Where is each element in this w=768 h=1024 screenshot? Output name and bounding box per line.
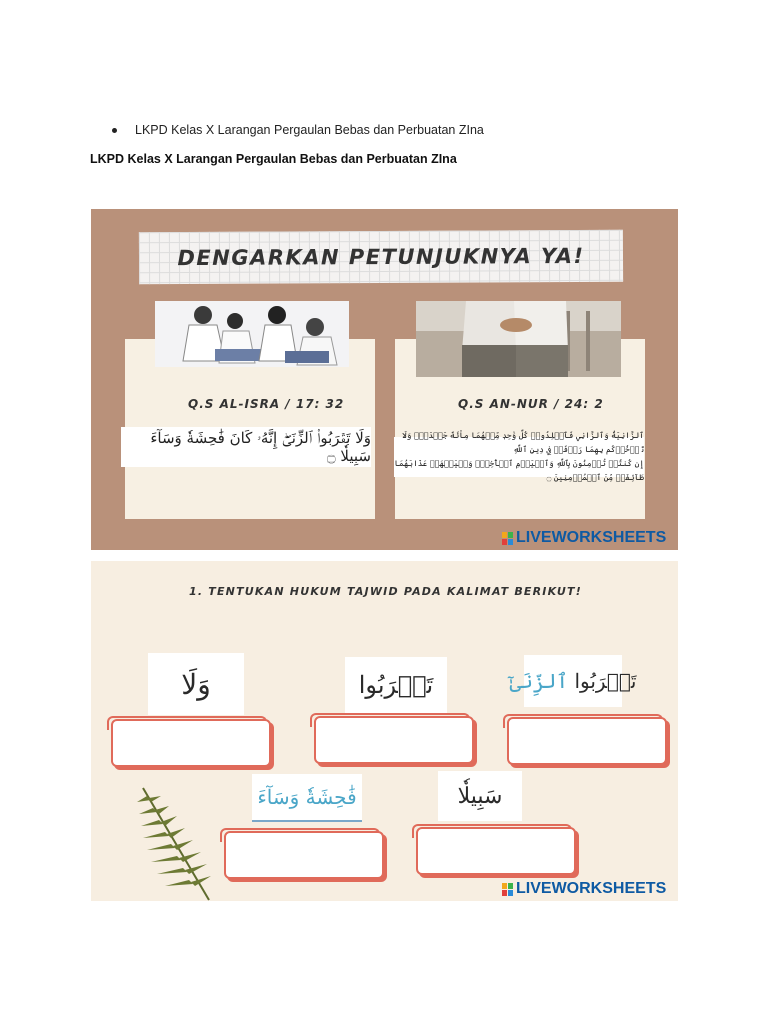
ayat-an-nur-line-1: ٱلزَّانِيَةُ وَٱلزَّانِي فَٱجۡلِدُوا۟ كُلَّ وَٰحِدٖ مِّنۡهُمَا مِاْئَةَ جَلۡدَةٖۖ وَلَا تَأۡخُذۡكُم بِهِمَا رَأۡفَةٞ فِي دِينِ ٱللَّهِ (402, 431, 644, 454)
instruction-banner (139, 230, 623, 285)
ayat-al-isra-text: وَلَا تَقۡرَبُوا۟ ٱلزِّنَىٰٓۖ إِنَّهُۥ كَانَ فَٰحِشَةٗ وَسَآءَ سَبِيلٗا ۝ (121, 427, 371, 467)
liveworksheets-logo-2 (502, 880, 666, 898)
liveworksheets-text: LIVEWORKSHEETS (516, 529, 667, 546)
bullet-dot (112, 128, 117, 133)
page-heading: LKPD Kelas X Larangan Pergaulan Bebas dan Perbuatan ZIna (90, 152, 457, 166)
banner-text: DENGARKAN PETUNJUKNYA YA! (177, 243, 585, 271)
ayat-an-nur-line-2: إِن كُنتُمۡ تُؤۡمِنُونَ بِٱللَّهِ وَٱلۡيَوۡمِ ٱلۡأٓخِرِۖ وَلۡيَشۡهَدۡ عَذَابَهُمَا طَآئِفَةٞ مِّنَ ٱلۡمُؤۡمِنِينَ ۝ (394, 459, 644, 482)
answer-input-1[interactable] (111, 719, 271, 767)
bullet-text: LKPD Kelas X Larangan Pergaulan Bebas dan Perbuatan ZIna (135, 123, 484, 137)
fern-decoration-icon (131, 786, 221, 901)
couple-photo (416, 301, 621, 377)
worksheet-image-1 (91, 209, 678, 550)
liveworksheets-icon-2 (502, 883, 513, 896)
worksheet-image-2 (91, 561, 678, 901)
answer-input-4[interactable] (224, 831, 384, 879)
word-3-part-b: ٱلزِّنَىٰٓ (509, 669, 569, 693)
word-box-4 (252, 774, 362, 822)
question-title: 1. TENTUKAN HUKUM TAJWID PADA KALIMAT BERIKUT! (189, 585, 582, 598)
word-box-3 (509, 655, 637, 707)
word-3-part-a: تَقۡرَبُوا (574, 669, 637, 693)
liveworksheets-text-2: LIVEWORKSHEETS (516, 880, 667, 897)
students-illustration (155, 301, 349, 367)
surah-an-nur-label: Q.S AN-NUR / 24: 2 (458, 397, 604, 411)
answer-input-3[interactable] (507, 717, 667, 765)
bullet-item (112, 123, 484, 137)
liveworksheets-logo (502, 529, 666, 547)
word-box-2: تَقۡرَبُوا (345, 657, 447, 713)
liveworksheets-icon (502, 532, 513, 545)
word-box-1: وَلَا (148, 653, 244, 715)
word-box-5: سَبِيلٗا (438, 771, 522, 821)
ayat-an-nur-text (394, 431, 644, 482)
answer-input-5[interactable] (416, 827, 576, 875)
surah-al-isra-label: Q.S AL-ISRA / 17: 32 (188, 397, 345, 411)
word-4-text: فَٰحِشَةٗ وَسَآءَ (257, 785, 357, 809)
answer-input-2[interactable] (314, 716, 474, 764)
